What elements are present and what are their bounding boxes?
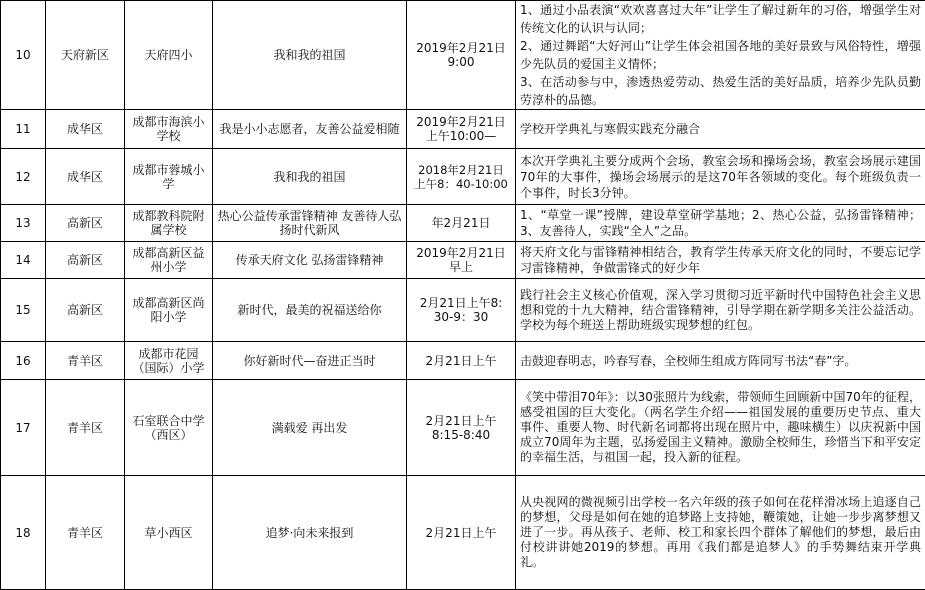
district-cell: 成华区 <box>46 110 125 149</box>
theme-cell: 追梦·向未来报到 <box>213 476 407 590</box>
district-cell: 高新区 <box>46 242 125 279</box>
theme-cell: 你好新时代—奋进正当时 <box>213 342 407 380</box>
theme-cell: 满载爱 再出发 <box>213 380 407 476</box>
time-cell: 2月21日上午8: 30-9：30 <box>407 279 516 342</box>
table-row <box>1 1 925 110</box>
time-cell: 2月21日上午 <box>407 342 516 380</box>
time-cell: 2019年2月21日 早上 <box>407 242 516 279</box>
row-number: 14 <box>1 242 46 279</box>
details-cell: 1、“草堂一课”授牌，建设草堂研学基地；2、热心公益，弘扬雷锋精神；3、友善待人，实践“全人”之品。 <box>516 205 925 242</box>
table-row <box>1 149 925 205</box>
time-cell: 2019年2月21日 9:00 <box>407 1 516 110</box>
school-cell: 草小西区 <box>125 476 213 590</box>
school-cell: 成都教科院附属学校 <box>125 205 213 242</box>
details-cell: 从央视网的微视频引出学校一名六年级的孩子如何在花样滑冰场上追逐自己的梦想，父母是如何在她的追梦路上支持她，鞭策她，让她一步步离梦想又进了一步。再从孩子、老师、校工和家长四个群体了解他们的梦想，最后由付校讲讲她2019的梦想。再用《我们都是追梦人》的手势舞结束开学典礼。 <box>516 476 925 590</box>
district-cell: 高新区 <box>46 205 125 242</box>
row-number: 18 <box>1 476 46 590</box>
time-cell: 2018年2月21日 上午8：40-10:00 <box>407 149 516 205</box>
district-cell: 青羊区 <box>46 380 125 476</box>
details-cell: 本次开学典礼主要分成两个会场，教室会场和操场会场，教室会场展示建国70年的大事件，操场会场展示的是这70年各领域的变化。每个班级负责一个事件，时长3分钟。 <box>516 149 925 205</box>
row-number: 15 <box>1 279 46 342</box>
district-cell: 高新区 <box>46 279 125 342</box>
details-cell: 1、通过小品表演“欢欢喜喜过大年”让学生了解过新年的习俗，增强学生对传统文化的认识与认同； 2、通过舞蹈“大好河山”让学生体会祖国各地的美好景致与风俗特性，增强少先队员的爱国主义情怀； 3、在活动参与中，渗透热爱劳动、热爱生活的美好品质，培养少先队员勤劳淳朴的品德。 <box>516 1 925 110</box>
district-cell: 青羊区 <box>46 342 125 380</box>
time-cell: 年2月21日 <box>407 205 516 242</box>
time-cell: 2019年2月21日 上午10:00— <box>407 110 516 149</box>
time-cell: 2月21日上午 <box>407 476 516 590</box>
school-cell: 天府四小 <box>125 1 213 110</box>
row-number: 12 <box>1 149 46 205</box>
table-row <box>1 205 925 242</box>
time-cell: 2月21日上午 8:15-8:40 <box>407 380 516 476</box>
row-number: 13 <box>1 205 46 242</box>
table-row <box>1 342 925 380</box>
table-row <box>1 279 925 342</box>
theme-cell: 新时代，最美的祝福送给你 <box>213 279 407 342</box>
row-number: 10 <box>1 1 46 110</box>
district-cell: 天府新区 <box>46 1 125 110</box>
school-cell: 成都市花园（国际）小学 <box>125 342 213 380</box>
school-cell: 成都市海滨小学校 <box>125 110 213 149</box>
details-cell: 将天府文化与雷锋精神相结合，教育学生传承天府文化的同时，不要忘记学习雷锋精神，争做雷锋式的好少年 <box>516 242 925 279</box>
details-cell: 击鼓迎春明志，吟春写春，全校师生组成方阵同写书法“春”字。 <box>516 342 925 380</box>
details-cell: 践行社会主义核心价值观，深入学习贯彻习近平新时代中国特色社会主义思想和党的十九大精神，结合雷锋精神，引导学期在新学期多关注公益活动。学校为每个班送上帮助班级实现梦想的红包。 <box>516 279 925 342</box>
school-cell: 成都市蓉城小学 <box>125 149 213 205</box>
details-cell: 《笑中带泪70年》：以30张照片为线索，带领师生回顾新中国70年的征程，感受祖国的巨大变化。（两名学生介绍——祖国发展的重要历史节点、重大事件、重要人物、时代新名词都将出现在照片中，趣味横生）以庆祝新中国成立70周年为主题，弘扬爱国主义精神。激励全校师生，珍惜当下和平安定的幸福生活，与祖国一起，投入新的征程。 <box>516 380 925 476</box>
school-cell: 石室联合中学（西区） <box>125 380 213 476</box>
details-cell: 学校开学典礼与寒假实践充分融合 <box>516 110 925 149</box>
theme-cell: 我是小小志愿者，友善公益爱相随 <box>213 110 407 149</box>
school-cell: 成都高新区益州小学 <box>125 242 213 279</box>
table-row <box>1 110 925 149</box>
theme-cell: 我和我的祖国 <box>213 1 407 110</box>
district-cell: 青羊区 <box>46 476 125 590</box>
theme-cell: 我和我的祖国 <box>213 149 407 205</box>
row-number: 11 <box>1 110 46 149</box>
row-number: 16 <box>1 342 46 380</box>
table-row <box>1 242 925 279</box>
row-number: 17 <box>1 380 46 476</box>
theme-cell: 热心公益传承雷锋精神 友善待人弘扬时代新风 <box>213 205 407 242</box>
table-row <box>1 476 925 590</box>
district-cell: 成华区 <box>46 149 125 205</box>
school-cell: 成都高新区尚阳小学 <box>125 279 213 342</box>
table-row <box>1 380 925 476</box>
theme-cell: 传承天府文化 弘扬雷锋精神 <box>213 242 407 279</box>
